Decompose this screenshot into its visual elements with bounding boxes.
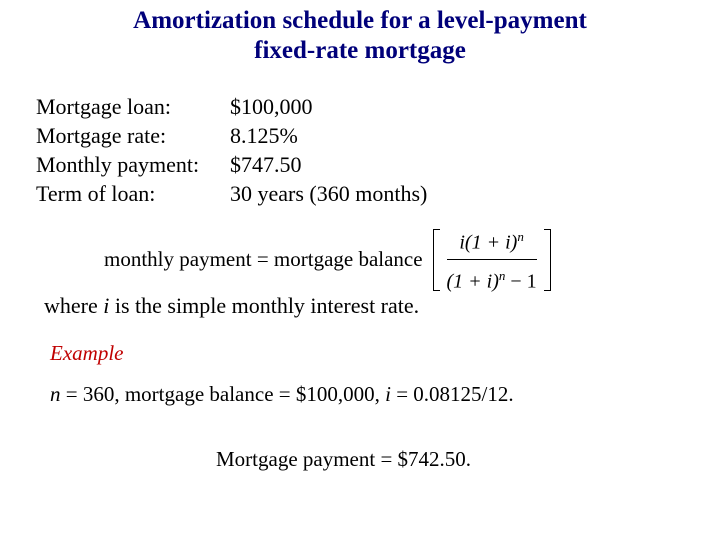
fraction-denominator	[447, 259, 537, 295]
term-of-loan-label: Term of loan:	[36, 181, 156, 206]
loan-terms-row	[36, 179, 427, 208]
where-after: is the simple monthly interest rate.	[109, 293, 420, 318]
n-variable: n	[50, 382, 61, 406]
mortgage-loan-value: $100,000	[230, 94, 313, 119]
where-before: where	[44, 293, 104, 318]
loan-terms-row	[36, 92, 427, 121]
example-heading: Example	[50, 341, 124, 365]
loan-terms-row	[36, 150, 427, 179]
formula-bracket-expression	[433, 227, 551, 291]
mortgage-rate-label: Mortgage rate:	[36, 123, 167, 148]
denominator-suffix: − 1	[505, 270, 537, 293]
numerator-text: i(1 + i)	[459, 231, 518, 254]
term-of-loan-value: 30 years (360 months)	[230, 181, 428, 206]
denominator-exponent: n	[498, 267, 506, 283]
mortgage-rate-value: 8.125%	[230, 123, 298, 148]
monthly-payment-value: $747.50	[230, 152, 302, 177]
mortgage-loan-label: Mortgage loan:	[36, 94, 172, 119]
right-bracket	[544, 229, 551, 291]
numerator-exponent: n	[517, 228, 524, 244]
title-line-2: fixed-rate mortgage	[254, 37, 466, 64]
slide-title	[0, 6, 720, 66]
n-text: = 360, mortgage balance = $100,000,	[60, 382, 386, 406]
monthly-payment-label: Monthly payment:	[36, 152, 200, 177]
title-line-1: Amortization schedule for a level-payment	[133, 7, 587, 34]
left-bracket	[433, 229, 440, 291]
fraction-numerator	[459, 224, 523, 259]
i-text: = 0.08125/12.	[390, 382, 514, 406]
loan-terms-row	[36, 121, 427, 150]
variable-definition	[44, 292, 419, 320]
formula-lhs: monthly payment = mortgage balance	[104, 246, 423, 271]
i-variable: i	[385, 382, 391, 406]
denominator-text: (1 + i)	[446, 270, 499, 293]
example-result: Mortgage payment = $742.50.	[216, 447, 472, 471]
where-variable: i	[103, 293, 110, 318]
loan-terms-table	[36, 92, 427, 208]
payment-formula	[104, 226, 551, 292]
example-inputs	[50, 380, 514, 408]
formula-fraction	[445, 227, 539, 291]
